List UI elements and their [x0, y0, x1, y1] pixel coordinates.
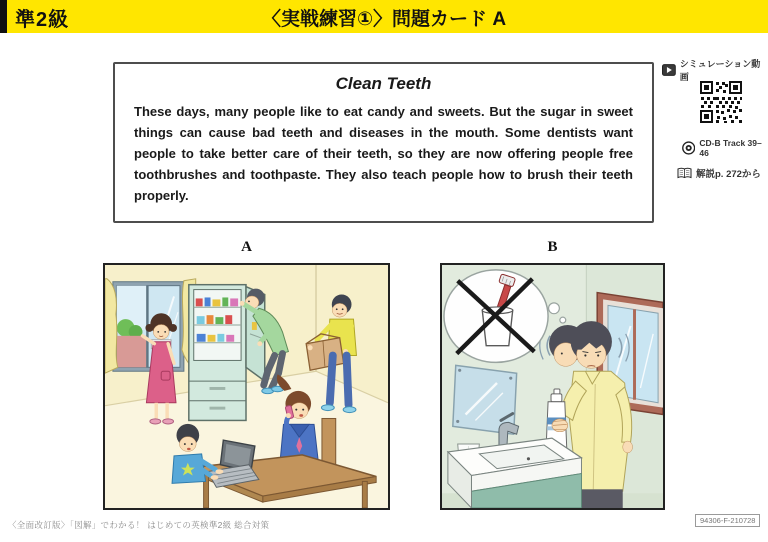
passage-title: Clean Teeth: [335, 74, 432, 93]
panel-a-label: A: [241, 239, 252, 255]
open-book-icon: [677, 167, 692, 179]
pants: [581, 489, 622, 508]
illustration-b: [440, 263, 665, 510]
panel-b-label: B: [547, 239, 558, 255]
simulation-video-label: シミュレーション動画: [679, 59, 761, 82]
passage-text: These days, many people like to eat candy and sweets. But the sugar in sweet things can cause bad teeth and diseases in the mouth. Some dentists want people to take better care of their teeth, so they are now offering people free toothbrushes and toothpaste. They also teach people how to brush their teeth properly.: [134, 104, 633, 204]
building-outside: [117, 336, 147, 367]
illustration-a: [103, 263, 390, 510]
qr-code: [698, 79, 744, 125]
page-title: 〈実戦練習①〉問題カード A: [261, 9, 507, 30]
reference-row: [677, 166, 761, 180]
cd-track-row: [682, 138, 768, 158]
reference-label: 解説p. 272から: [696, 169, 761, 180]
book-title: 〈全面改訂版〉「図解」でわかる！ はじめての英検準2級 総合対策: [8, 520, 270, 530]
drain: [527, 457, 530, 460]
illustration-b-drawing: [442, 265, 663, 508]
grade-level-label: 準2級: [15, 9, 70, 31]
apron-pocket: [161, 371, 170, 380]
video-play-icon: [662, 64, 676, 76]
cd-track-label: CD-B Track 39–46: [699, 138, 762, 158]
header-band: [0, 0, 768, 33]
problem-card: [113, 62, 654, 223]
print-code: 94306-F-210728: [695, 514, 760, 527]
illustration-a-drawing: [105, 265, 388, 508]
cd-disc-icon: [682, 141, 695, 155]
